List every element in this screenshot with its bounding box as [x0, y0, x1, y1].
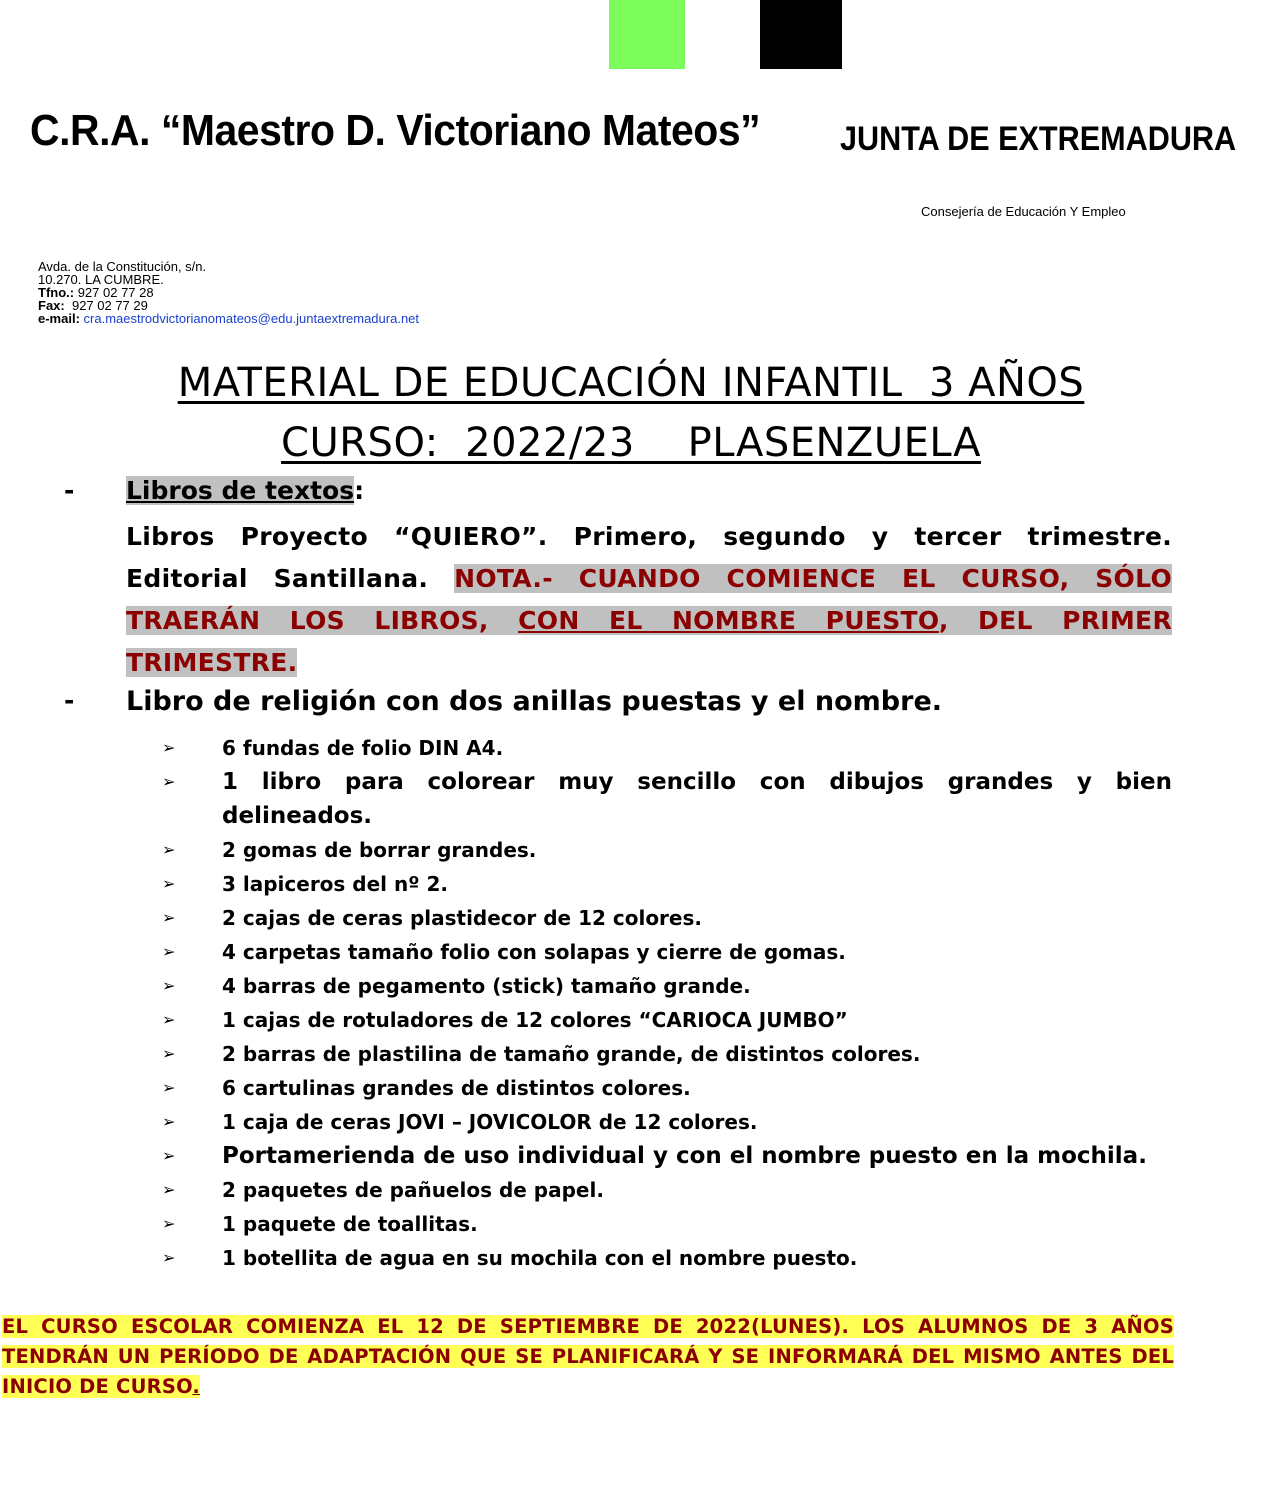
- list-item: ➢ 4 barras de pegamento (stick) tamaño grande.: [160, 969, 1172, 1003]
- arrow-bullet-icon: ➢: [162, 908, 176, 927]
- phone-label: Tfno.:: [38, 285, 75, 300]
- list-item: ➢ Portamerienda de uso individual y con el nombre puesto en la mochila.: [160, 1139, 1172, 1173]
- arrow-bullet-icon: ➢: [162, 976, 176, 995]
- religion-dash: -: [64, 686, 75, 715]
- list-item: ➢ 4 carpetas tamaño folio con solapas y cierre de gomas.: [160, 935, 1172, 969]
- school-name: C.R.A. “Maestro D. Victoriano Mateos”: [30, 106, 761, 155]
- list-item: ➢ 1 cajas de rotuladores de 12 colores “CARIOCA JUMBO”: [160, 1003, 1172, 1037]
- fax-label: Fax:: [38, 298, 65, 313]
- consejeria-label: Consejería de Educación Y Empleo: [921, 204, 1126, 219]
- phone-value: 927 02 77 28: [74, 285, 154, 300]
- books-note-c: , DEL PRIMER TRIMESTRE.: [126, 606, 1172, 677]
- arrow-bullet-icon: ➢: [162, 738, 176, 757]
- fax-value: 927 02 77 29: [64, 298, 148, 313]
- arrow-bullet-icon: ➢: [162, 1146, 176, 1165]
- list-item: ➢ 1 libro para colorear muy sencillo con dibujos grandes y bien delineados.: [160, 765, 1172, 833]
- page-title-line1: MATERIAL DE EDUCACIÓN INFANTIL 3 AÑOS: [177, 360, 1085, 406]
- books-heading-label: Libros de textos: [126, 476, 355, 505]
- books-note-b: CON EL NOMBRE PUESTO: [518, 606, 939, 635]
- start-date-notice: [0, 1312, 1174, 1402]
- list-item: ➢ 2 cajas de ceras plastidecor de 12 colores.: [160, 901, 1172, 935]
- arrow-bullet-icon: ➢: [162, 1248, 176, 1267]
- list-item: ➢ 2 gomas de borrar grandes.: [160, 833, 1172, 867]
- arrow-bullet-icon: ➢: [162, 1180, 176, 1199]
- arrow-bullet-icon: ➢: [162, 874, 176, 893]
- arrow-bullet-icon: ➢: [162, 1010, 176, 1029]
- arrow-bullet-icon: ➢: [162, 772, 176, 791]
- notice-period: .: [192, 1375, 201, 1398]
- logo-black-block: [760, 0, 842, 69]
- list-item: ➢ 1 paquete de toallitas.: [160, 1207, 1172, 1241]
- junta-heading: JUNTA DE EXTREMADURA: [840, 120, 1237, 158]
- email-label: e-mail:: [38, 311, 80, 326]
- address-street: Avda. de la Constitución, s/n.: [38, 259, 207, 274]
- arrow-bullet-icon: ➢: [162, 840, 176, 859]
- religion-item: Libro de religión con dos anillas puestas y el nombre.: [126, 686, 943, 717]
- list-item: ➢ 1 botellita de agua en su mochila con el nombre puesto.: [160, 1241, 1172, 1275]
- logo-green-block: [609, 0, 685, 69]
- books-paragraph: [126, 516, 1172, 684]
- arrow-bullet-icon: ➢: [162, 1112, 176, 1131]
- list-item: ➢ 1 caja de ceras JOVI – JOVICOLOR de 12 colores.: [160, 1105, 1172, 1139]
- books-dash: -: [64, 476, 75, 505]
- notice-text: EL CURSO ESCOLAR COMIENZA EL 12 DE SEPTIEMBRE DE 2022(LUNES). LOS ALUMNOS DE 3 AÑOS TENDRÁN UN PERÍODO DE ADAPTACIÓN QUE SE PLANIFICARÁ Y SE INFORMARÁ DEL MISMO ANTES DEL INICIO DE CURSO: [2, 1315, 1174, 1398]
- materials-list: [160, 731, 1172, 1275]
- arrow-bullet-icon: ➢: [162, 1044, 176, 1063]
- email-link[interactable]: cra.maestrodvictorianomateos@edu.juntaextremadura.net: [83, 311, 420, 326]
- arrow-bullet-icon: ➢: [162, 1214, 176, 1233]
- address-city: 10.270. LA CUMBRE.: [38, 272, 164, 287]
- list-item: ➢ 2 paquetes de pañuelos de papel.: [160, 1173, 1172, 1207]
- list-item: ➢ 2 barras de plastilina de tamaño grande, de distintos colores.: [160, 1037, 1172, 1071]
- list-item: ➢ 6 cartulinas grandes de distintos colores.: [160, 1071, 1172, 1105]
- address-email: [38, 312, 419, 325]
- arrow-bullet-icon: ➢: [162, 1078, 176, 1097]
- list-item: ➢ 6 fundas de folio DIN A4.: [160, 731, 1172, 765]
- books-heading: [126, 476, 364, 505]
- books-heading-colon: :: [354, 476, 365, 505]
- books-text: Libros Proyecto “QUIERO”. Primero, segundo y tercer trimestre. Editorial Santillana.: [126, 522, 1172, 593]
- page-title-line2: CURSO: 2022/23 PLASENZUELA: [281, 420, 981, 466]
- list-item: ➢ 3 lapiceros del nº 2.: [160, 867, 1172, 901]
- arrow-bullet-icon: ➢: [162, 942, 176, 961]
- address-block: [38, 260, 419, 325]
- books-note-a: NOTA.- CUANDO COMIENCE EL CURSO, SÓLO TRAERÁN LOS LIBROS,: [126, 564, 1173, 635]
